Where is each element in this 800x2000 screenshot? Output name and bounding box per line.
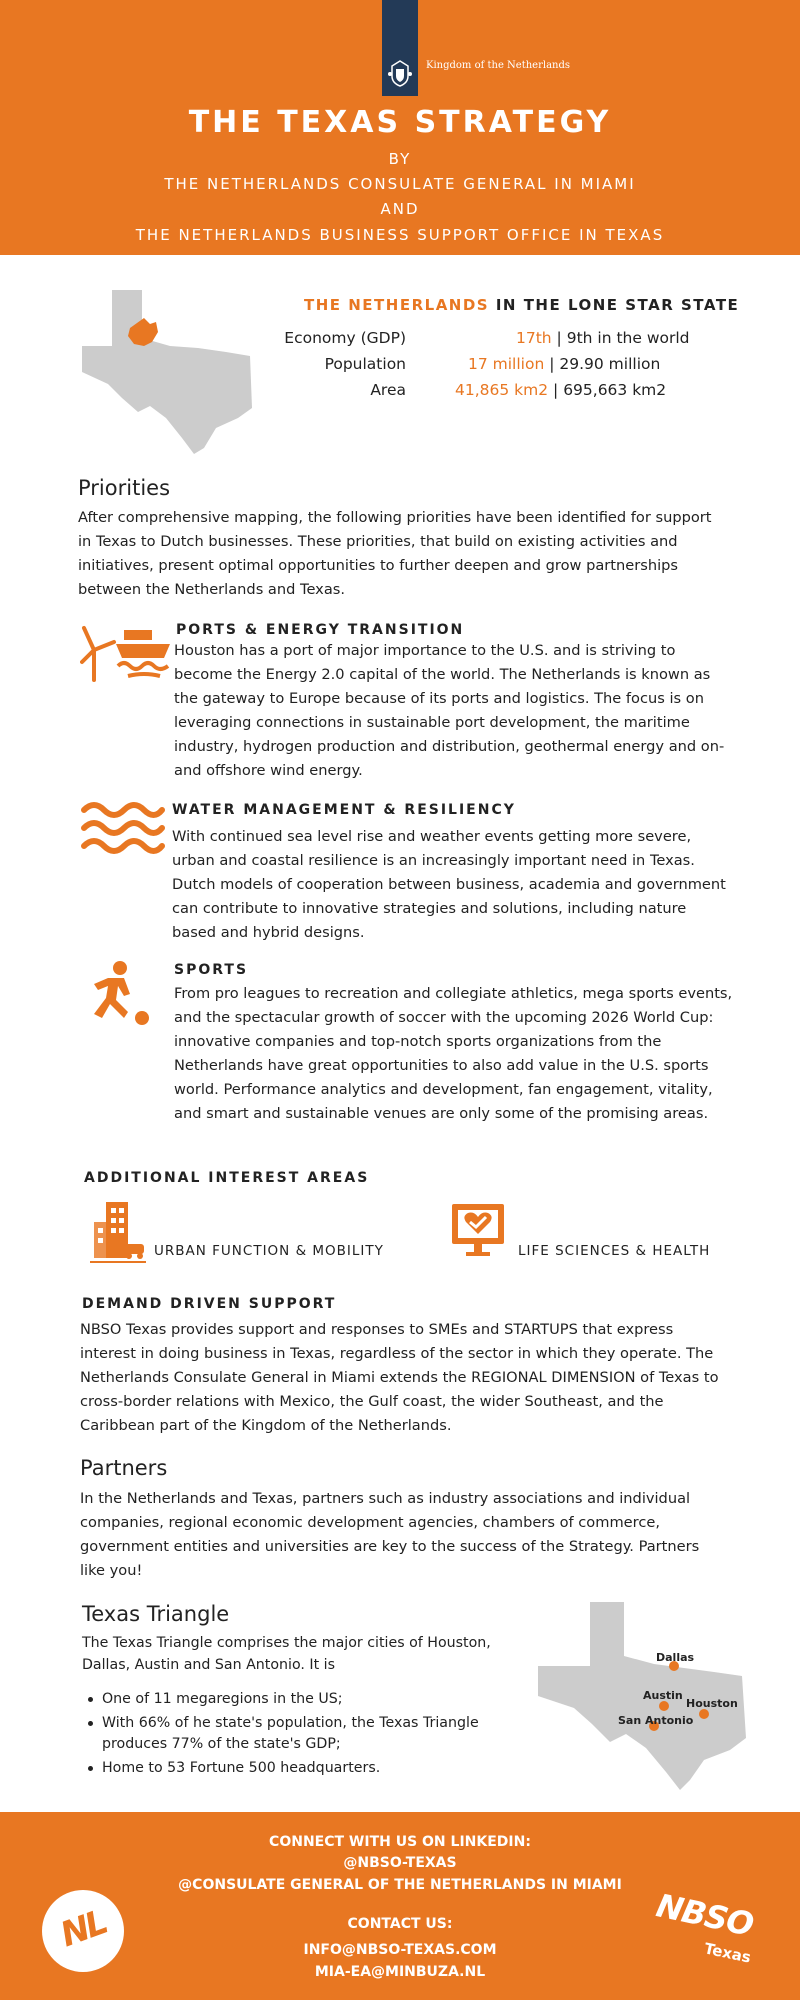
nbso-logo-sub: Texas bbox=[702, 1939, 753, 1967]
email-minbuza-link[interactable]: MIA-EA@MINBUZA.NL bbox=[314, 1964, 486, 1980]
city-buildings-icon bbox=[90, 1200, 146, 1264]
water-waves-icon bbox=[80, 800, 166, 856]
city-dallas-label: Dallas bbox=[656, 1651, 695, 1664]
triangle-heading: Texas Triangle bbox=[82, 1602, 230, 1626]
water-title: WATER MANAGEMENT & RESILIENCY bbox=[172, 802, 516, 818]
water-text: With continued sea level rise and weather events getting more severe, urban and coastal resilience is an increasingly important need in Texas. Dutch models of cooperation between business, academia and government can contribute to innovative strategies and solutions, including nature based and hybrid designs. bbox=[172, 828, 726, 941]
subtitle-consulate: THE NETHERLANDS CONSULATE GENERAL IN MIAMI bbox=[164, 175, 636, 193]
priorities-intro: After comprehensive mapping, the following priorities have been identified for support in Texas to Dutch businesses. These priorities, that build on existing activities and initiatives, present optimal opportunities to further deepen and grow partnerships between the Netherlands and Texas. bbox=[78, 509, 712, 598]
subtitle-and: AND bbox=[380, 200, 420, 218]
city-houston-label: Houston bbox=[686, 1697, 738, 1710]
stat-row-population: Population 17 million | 29.90 million bbox=[324, 355, 661, 373]
heart-monitor-icon bbox=[450, 1202, 506, 1258]
additional-areas-title: ADDITIONAL INTEREST AREAS bbox=[84, 1170, 370, 1186]
urban-mobility-label: URBAN FUNCTION & MOBILITY bbox=[154, 1243, 384, 1259]
ports-energy-title: PORTS & ENERGY TRANSITION bbox=[176, 622, 465, 638]
list-item: With 66% of he state's population, the Texas Triangle produces 77% of the state's GDP; bbox=[82, 1713, 532, 1755]
life-sciences-label: LIFE SCIENCES & HEALTH bbox=[518, 1243, 711, 1259]
city-san-antonio-label: San Antonio bbox=[618, 1714, 694, 1727]
texas-map-icon bbox=[78, 288, 254, 456]
coat-of-arms-icon bbox=[387, 58, 413, 88]
nbso-logo: NBSO bbox=[653, 1886, 757, 1944]
list-item: Home to 53 Fortune 500 headquarters. bbox=[82, 1758, 532, 1779]
wind-turbine-ship-icon bbox=[80, 622, 172, 682]
ports-energy-text: Houston has a port of major importance to the U.S. and is striving to become the Energy 2.0 capital of the world. The Netherlands is known as the gateway to Europe because of its ports and logistics. The focus is on leveraging connections in sustainable port development, the maritime industry, hydrogen production and distribution, geothermal energy and on- and offshore wind energy. bbox=[174, 642, 725, 779]
nl-logo: NL bbox=[42, 1890, 124, 1972]
soccer-player-icon bbox=[84, 960, 150, 1028]
linkedin-nbso-link[interactable]: @NBSO-TEXAS bbox=[343, 1855, 457, 1871]
demand-title: DEMAND DRIVEN SUPPORT bbox=[82, 1296, 337, 1312]
priorities-heading: Priorities bbox=[78, 476, 171, 500]
subtitle-nbso: THE NETHERLANDS BUSINESS SUPPORT OFFICE IN TEXAS bbox=[135, 226, 665, 244]
stat-row-gdp: Economy (GDP) 17th | 9th in the world bbox=[284, 329, 690, 347]
sports-title: SPORTS bbox=[174, 962, 249, 978]
partners-text: In the Netherlands and Texas, partners such as industry associations and individual companies, regional economic development agencies, chambers of commerce, government entities and universities are key to the success of the Strategy. Partners like you! bbox=[80, 1490, 700, 1579]
contact-title: CONTACT US: bbox=[347, 1916, 453, 1932]
partners-heading: Partners bbox=[80, 1456, 168, 1480]
email-nbso-link[interactable]: INFO@NBSO-TEXAS.COM bbox=[303, 1942, 497, 1958]
stat-row-area: Area 41,865 km2 | 695,663 km2 bbox=[370, 381, 667, 399]
sports-text: From pro leagues to recreation and collegiate athletics, mega sports events, and the spectacular growth of soccer with the upcoming 2026 World Cup: innovative companies and top-notch sports organizations from the Netherlands have great opportunities to also add value in the U.S. sports world. Performance analytics and development, fan engagement, vitality, and smart and sustainable venues are only some of the promising areas. bbox=[174, 985, 733, 1122]
kingdom-label: Kingdom of the Netherlands bbox=[426, 60, 571, 71]
triangle-intro: The Texas Triangle comprises the major cities of Houston, Dallas, Austin and San Antonio. It is bbox=[82, 1635, 491, 1673]
header-banner bbox=[0, 0, 800, 255]
linkedin-title: CONNECT WITH US ON LINKEDIN: bbox=[269, 1834, 531, 1850]
page-title: THE TEXAS STRATEGY bbox=[188, 105, 612, 140]
triangle-bullets bbox=[82, 1689, 532, 1782]
linkedin-consulate-link[interactable]: @CONSULATE GENERAL OF THE NETHERLANDS IN MIAMI bbox=[178, 1877, 622, 1893]
city-austin-label: Austin bbox=[643, 1689, 683, 1702]
demand-text: NBSO Texas provides support and responses to SMEs and STARTUPS that express interest in doing business in Texas, regardless of the sector in which they operate. The Netherlands Consulate General in Miami extends the REGIONAL DIMENSION of Texas to cross-border relations with Mexico, the Gulf coast, the wider Southeast, and the Caribbean part of the Kingdom of the Netherlands. bbox=[80, 1321, 719, 1434]
list-item: One of 11 megaregions in the US; bbox=[82, 1689, 532, 1710]
stats-title: THE NETHERLANDS IN THE LONE STAR STATE bbox=[304, 296, 740, 314]
subtitle-by: BY bbox=[388, 150, 412, 168]
